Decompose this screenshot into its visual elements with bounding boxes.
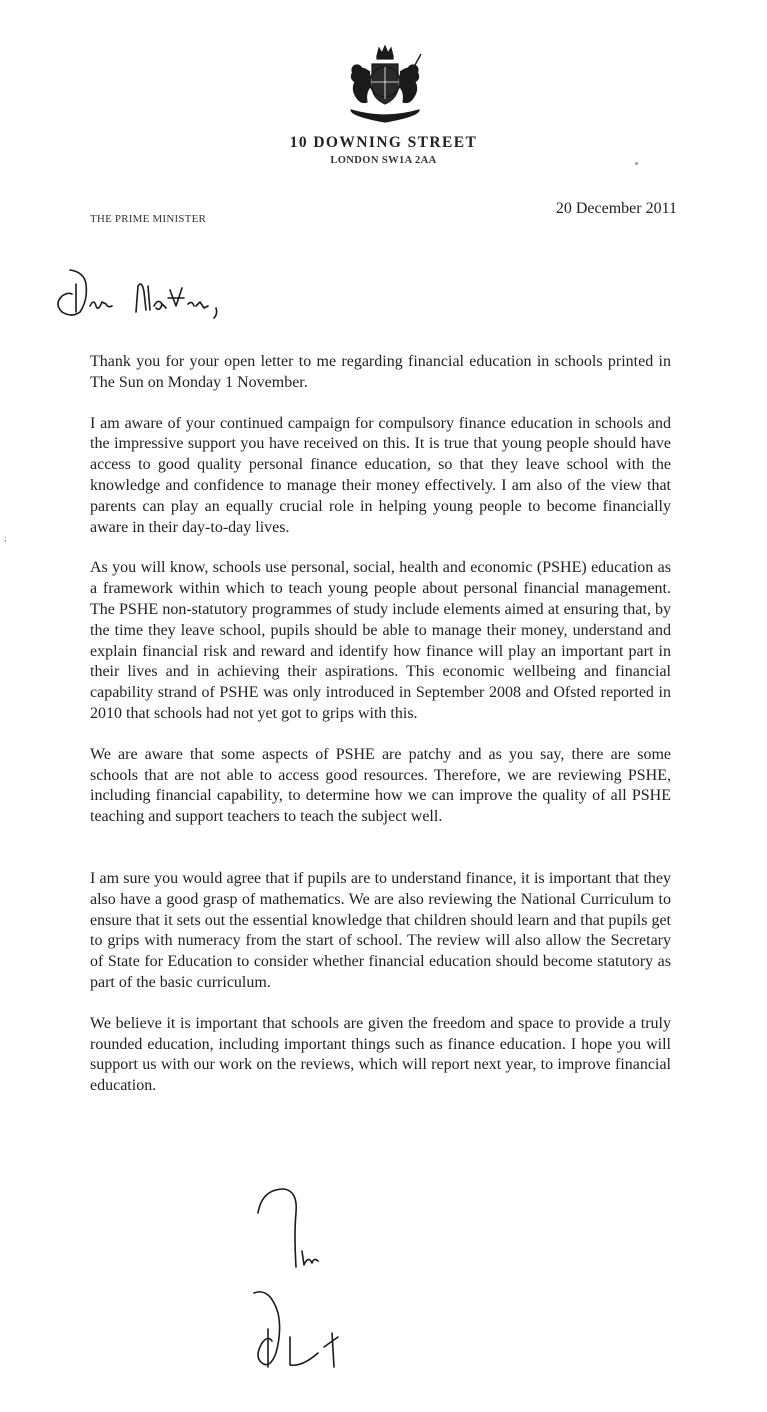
margin-tick: ; [4, 533, 7, 543]
letterhead-address-line1: 10 DOWNING STREET [289, 134, 478, 151]
letter-date: 20 December 2011 [555, 200, 677, 217]
paragraph-1: Thank you for your open letter to me regarding financial education in schools printed in The Sun on Monday 1 November. [90, 353, 671, 391]
letterhead-address-line2: LONDON SW1A 2AA [330, 155, 437, 166]
scan-speck [635, 162, 638, 165]
sender-title: THE PRIME MINISTER [90, 213, 207, 225]
paragraph-5: I am sure you would agree that if pupils are to understand finance, it is important that they also have a good grasp of mathematics. We are also reviewing the National Curriculum to ensure that it sets out the essential knowledge that children should learn and that pupils get to grips with numeracy from the start of school. The review will also allow the Secretary of State for Education to consider whether financial education should become statutory as part of the basic curriculum. [90, 869, 671, 991]
paragraph-6: We believe it is important that schools are given the freedom and space to provide a truly rounded education, including important things such as finance education. I hope you will support us with our work on the reviews, which will report next year, to improve financial education. [90, 1014, 671, 1095]
paragraph-3: As you will know, schools use personal, social, health and economic (PSHE) education as a framework within which to teach young people about personal financial management. The PSHE non-statutory programmes of study include elements aimed at ensuring that, by the time they leave school, pupils should be able to manage their money, understand and explain financial risk and reward and identify how finance will play an important part in their lives and in achieving their aspirations. This economic wellbeing and financial capability strand of PSHE was only introduced in September 2008 and Ofsted reported in 2010 that schools had not yet got to grips with this. [90, 559, 671, 722]
paragraph-4: We are aware that some aspects of PSHE are patchy and as you say, there are some schools that are not able to access good resources. Therefore, we are reviewing PSHE, including financial capability, to determine how we can improve the quality of all PSHE teaching and support teachers to teach the subject well. [90, 745, 671, 826]
handwritten-signature [240, 1283, 380, 1378]
letter-body [90, 352, 671, 1117]
royal-coat-of-arms-icon [339, 42, 431, 128]
handwritten-salutation [50, 262, 250, 332]
paragraph-2: I am aware of your continued campaign for compulsory finance education in schools and the impressive support you have received on this. It is true that young people should have access to good quality personal finance education, so that they leave school with the knowledge and confidence to manage their money effectively. I am also of the view that parents can play an equally crucial role in helping young people to become financially aware in their day-to-day lives. [90, 414, 671, 536]
handwritten-signoff [250, 1183, 320, 1275]
